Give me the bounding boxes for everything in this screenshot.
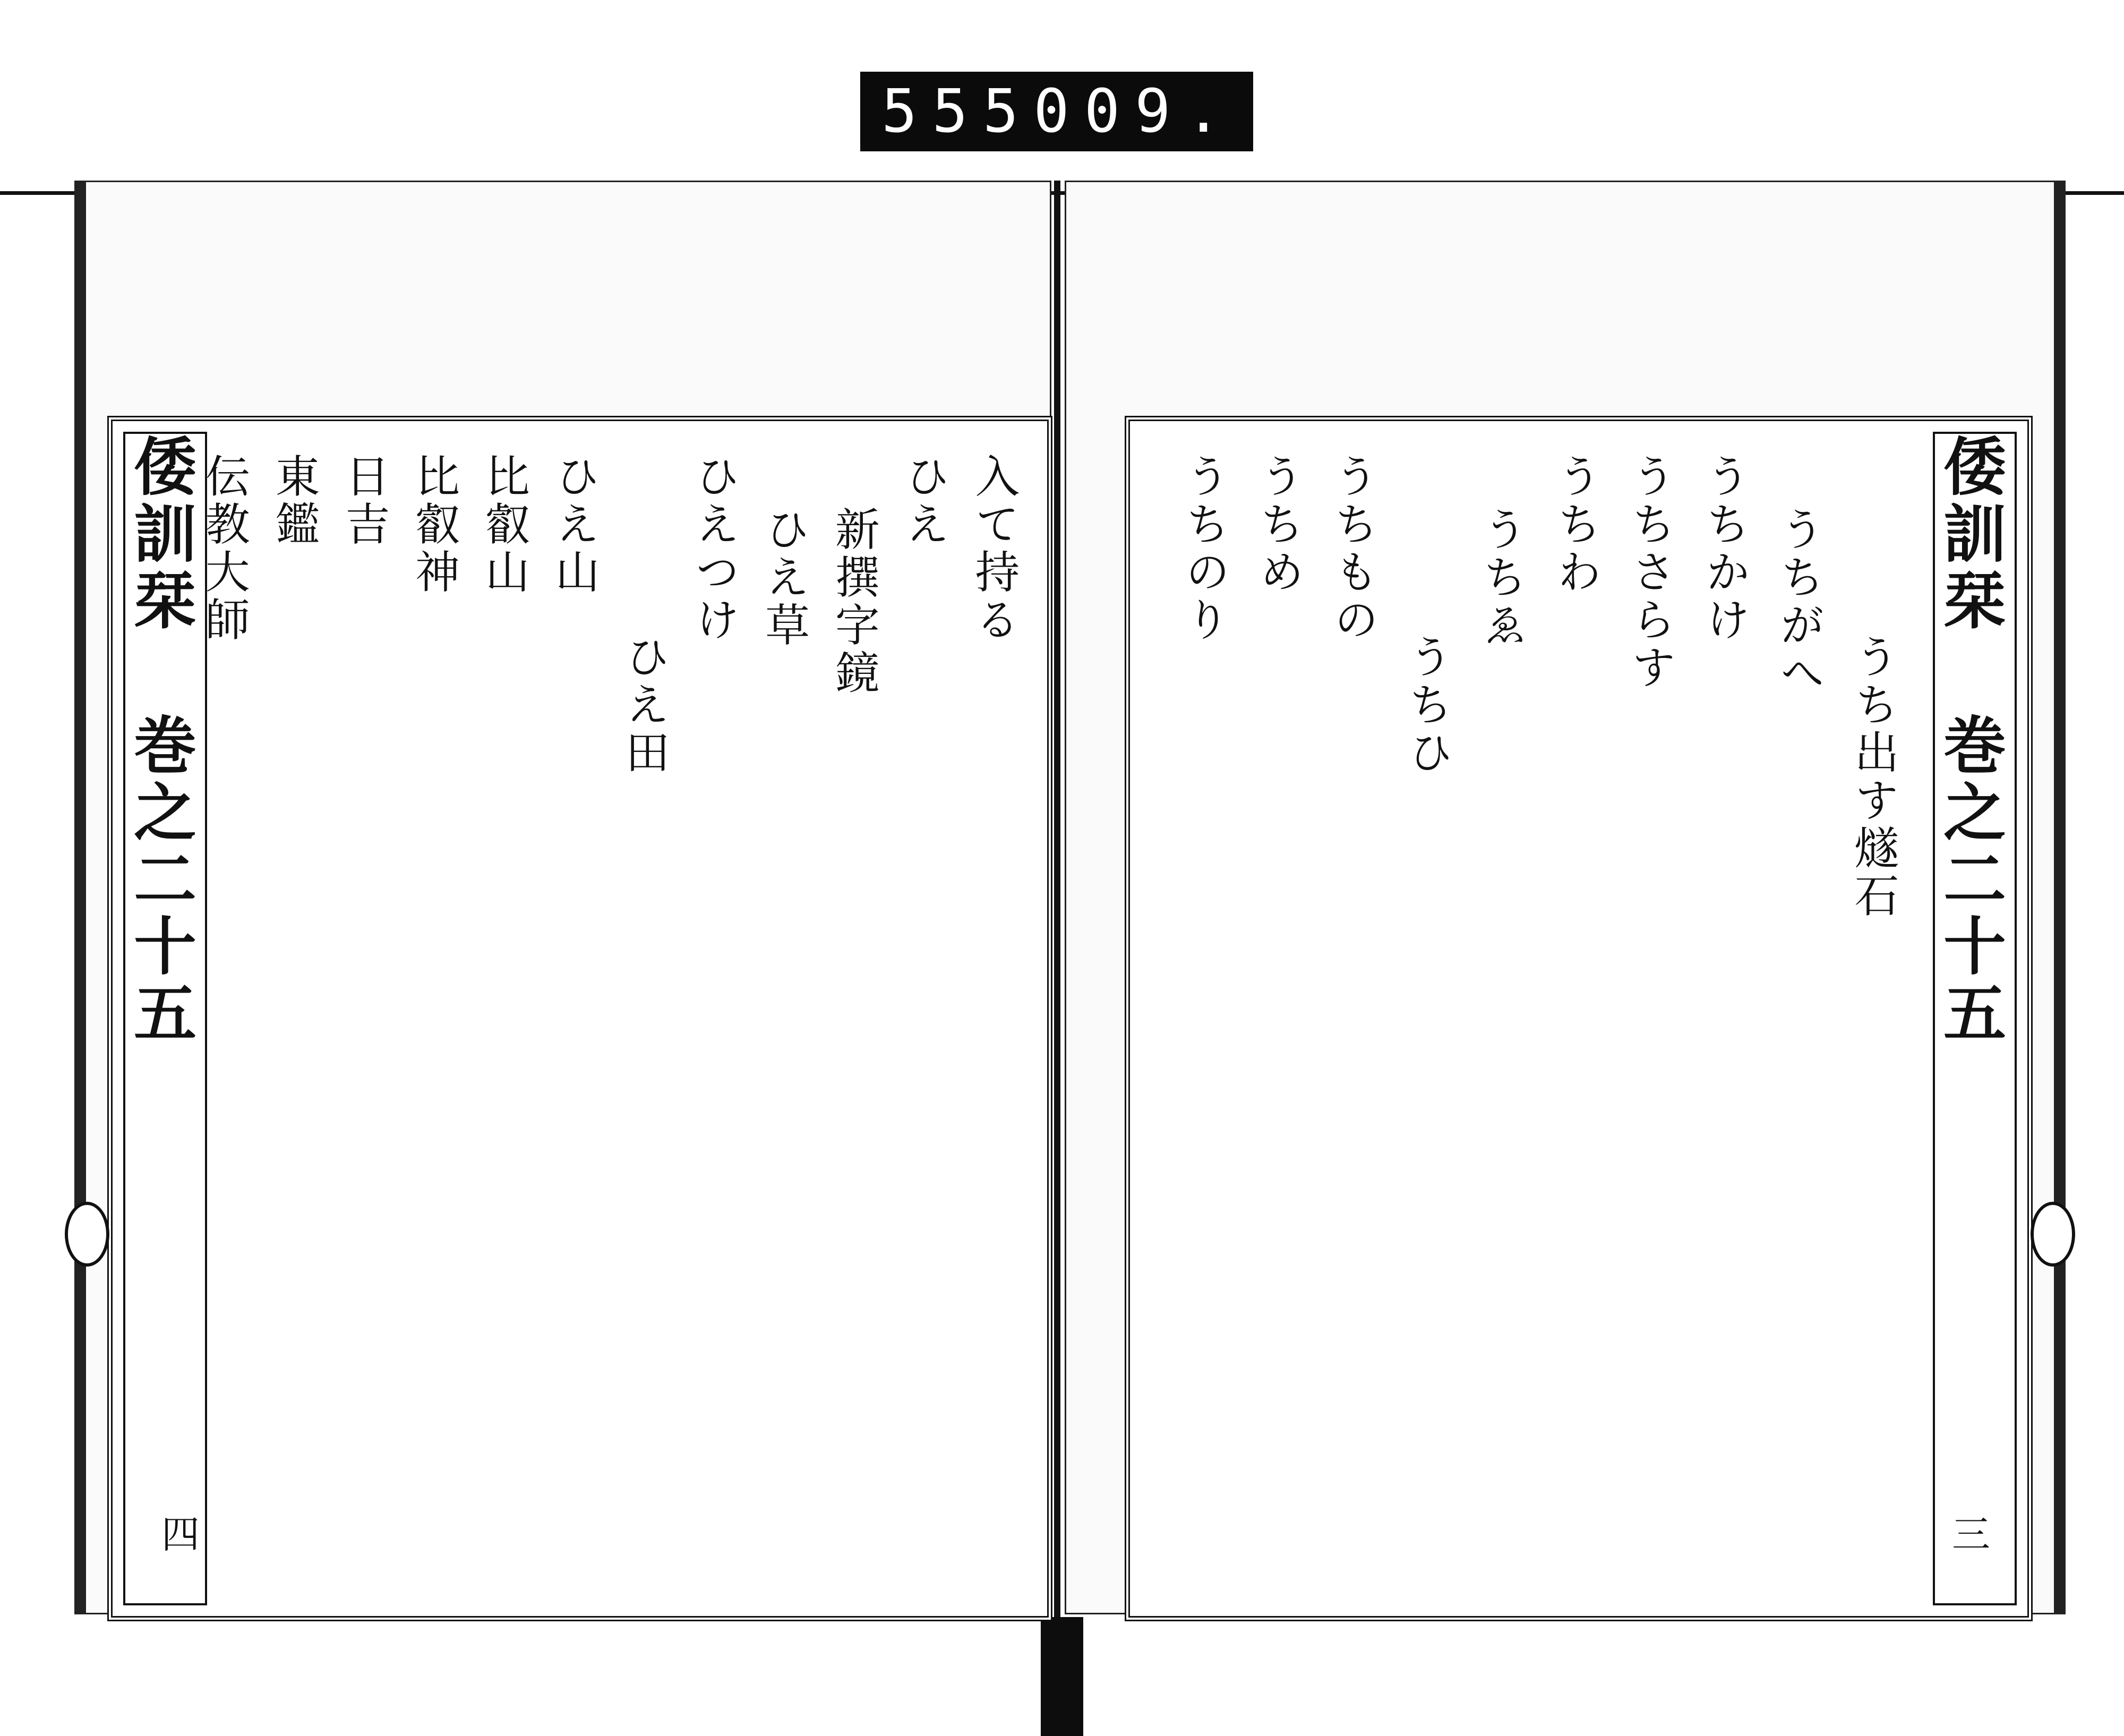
text-column: 日吉 — [338, 453, 390, 549]
book-gutter — [1054, 181, 1060, 1636]
frame-number-label — [860, 72, 1253, 151]
text-column: ひえ田 — [618, 634, 671, 777]
text-column: うちめ — [1253, 453, 1305, 596]
text-column: 入て持る — [968, 453, 1020, 644]
text-column: うちひ — [1401, 634, 1453, 777]
text-column: 比叡山 — [478, 453, 530, 596]
left-page-text-frame — [107, 416, 1052, 1621]
text-column: ひえ — [898, 453, 950, 549]
text-column: 新撰字鏡 — [828, 506, 880, 697]
text-column: うちかけ — [1699, 453, 1751, 644]
binding-ring-right — [2031, 1202, 2075, 1267]
right-page-text-frame — [1125, 416, 2033, 1621]
text-column: うちさらす — [1624, 453, 1676, 692]
right-page-columns — [1151, 453, 1905, 1584]
text-column: うちわ — [1550, 453, 1602, 596]
text-column: うちがへ — [1773, 506, 1825, 697]
text-column: 比叡神 — [408, 453, 460, 596]
frame-number-left: 555 — [881, 77, 1034, 146]
right-page-title: 倭訓栞 巻之二十五 — [1933, 432, 2017, 1605]
right-page-number: 三 — [1946, 1514, 1990, 1552]
left-page — [74, 181, 1051, 1614]
binding-ring-left — [65, 1202, 109, 1267]
text-column: ひえ山 — [548, 453, 601, 596]
text-column: ひえつけ — [688, 453, 740, 644]
text-column: うちのり — [1178, 453, 1230, 644]
left-page-title: 倭訓栞 巻之二十五 — [123, 432, 207, 1605]
frame-number-right: 009. — [1033, 77, 1237, 146]
binding-tab — [1041, 1617, 1083, 1736]
text-column: 伝教大師 — [198, 453, 251, 644]
right-page — [1065, 181, 2066, 1614]
left-page-columns — [198, 453, 1026, 1584]
text-column: うちゑ — [1476, 506, 1528, 649]
text-column: ひえ草 — [758, 506, 810, 649]
text-column: 東鑑 — [268, 453, 321, 549]
text-column: うちもの — [1327, 453, 1379, 644]
left-page-number: 四 — [155, 1514, 200, 1552]
text-column: うち出す燧石 — [1847, 634, 1899, 920]
